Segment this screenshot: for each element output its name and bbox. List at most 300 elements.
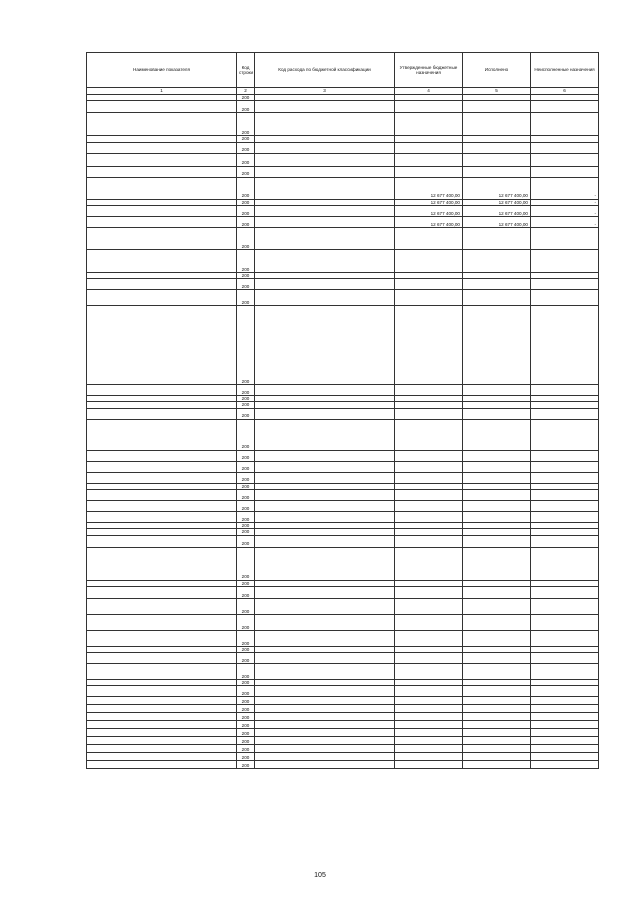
- table-row: [87, 511, 599, 522]
- table-row: [87, 489, 599, 500]
- table-cell-line: 200: [237, 489, 255, 500]
- table-cell-approved: [395, 461, 463, 472]
- table-cell-unexecuted: [531, 249, 599, 272]
- table-cell-executed: [463, 101, 531, 113]
- header-classification-code: Код расхода по бюджетной классификации: [255, 53, 395, 88]
- table-cell-approved: [395, 419, 463, 450]
- table-cell-name: [87, 713, 237, 721]
- table-cell-line: 200: [237, 630, 255, 646]
- table-cell-approved: [395, 279, 463, 290]
- table-cell-code: [255, 729, 395, 737]
- table-cell-line: 200: [237, 737, 255, 745]
- table-row: [87, 598, 599, 614]
- table-cell-code: [255, 419, 395, 450]
- table-cell-line: 200: [237, 535, 255, 547]
- table-cell-approved: [395, 664, 463, 680]
- table-cell-approved: [395, 729, 463, 737]
- table-cell-approved: [395, 385, 463, 396]
- table-cell-approved: 12 677 400,00: [395, 216, 463, 227]
- header-unexecuted: Неисполненные назначения: [531, 53, 599, 88]
- table-cell-name: [87, 166, 237, 177]
- table-cell-unexecuted: [531, 227, 599, 249]
- table-cell-unexecuted: [531, 745, 599, 753]
- table-cell-approved: [395, 705, 463, 713]
- table-cell-approved: [395, 166, 463, 177]
- table-cell-code: [255, 511, 395, 522]
- table-cell-line: 200: [237, 697, 255, 705]
- table-cell-approved: [395, 153, 463, 166]
- table-cell-approved: [395, 713, 463, 721]
- table-cell-line: 200: [237, 216, 255, 227]
- table-cell-line: 200: [237, 142, 255, 153]
- table-cell-executed: [463, 290, 531, 306]
- table-cell-line: 200: [237, 177, 255, 199]
- table-cell-line: 200: [237, 753, 255, 761]
- table-cell-name: [87, 450, 237, 461]
- table-cell-name: [87, 586, 237, 598]
- table-cell-code: [255, 697, 395, 705]
- table-cell-name: [87, 279, 237, 290]
- table-cell-line: 200: [237, 290, 255, 306]
- table-cell-name: [87, 472, 237, 483]
- header-approved: Утвержденные бюджетные назначения: [395, 53, 463, 88]
- table-cell-name: [87, 500, 237, 511]
- table-cell-line: 200: [237, 450, 255, 461]
- table-cell-unexecuted: [531, 630, 599, 646]
- column-number: 4: [395, 88, 463, 95]
- table-row: [87, 705, 599, 713]
- table-row: [87, 721, 599, 729]
- table-cell-code: [255, 249, 395, 272]
- table-cell-line: 200: [237, 500, 255, 511]
- column-number-row: [87, 88, 599, 95]
- table-row: [87, 385, 599, 396]
- table-cell-line: 200: [237, 472, 255, 483]
- table-cell-approved: [395, 598, 463, 614]
- table-cell-approved: [395, 249, 463, 272]
- table-row: [87, 713, 599, 721]
- table-cell-approved: [395, 614, 463, 630]
- table-cell-unexecuted: [531, 385, 599, 396]
- table-cell-line: 200: [237, 385, 255, 396]
- table-cell-name: [87, 664, 237, 680]
- table-cell-executed: [463, 461, 531, 472]
- table-cell-executed: [463, 547, 531, 580]
- table-cell-approved: 12 677 400,00: [395, 177, 463, 199]
- header-executed: Исполнено: [463, 53, 531, 88]
- table-cell-code: [255, 745, 395, 753]
- table-cell-line: 200: [237, 664, 255, 680]
- table-cell-line: 200: [237, 598, 255, 614]
- table-row: [87, 450, 599, 461]
- table-cell-executed: [463, 729, 531, 737]
- table-cell-approved: [395, 227, 463, 249]
- table-cell-unexecuted: [531, 713, 599, 721]
- table-cell-approved: [395, 535, 463, 547]
- table-cell-unexecuted: [531, 419, 599, 450]
- table-cell-approved: [395, 511, 463, 522]
- table-cell-approved: 12 677 400,00: [395, 205, 463, 216]
- table-cell-line: 200: [237, 272, 255, 278]
- table-cell-name: [87, 306, 237, 385]
- table-cell-unexecuted: [531, 653, 599, 664]
- table-row: [87, 547, 599, 580]
- table-cell-name: [87, 753, 237, 761]
- table-cell-executed: 12 677 400,00: [463, 216, 531, 227]
- table-row: [87, 737, 599, 745]
- table-row: [87, 500, 599, 511]
- table-cell-executed: [463, 153, 531, 166]
- table-cell-executed: 12 677 400,00: [463, 199, 531, 205]
- table-cell-code: [255, 101, 395, 113]
- table-cell-approved: [395, 721, 463, 729]
- table-body: [87, 95, 599, 769]
- table-row: [87, 153, 599, 166]
- table-cell-code: [255, 306, 395, 385]
- table-cell-unexecuted: [531, 113, 599, 136]
- table-cell-code: [255, 153, 395, 166]
- table-cell-line: 200: [237, 402, 255, 408]
- table-cell-code: [255, 450, 395, 461]
- table-cell-code: [255, 279, 395, 290]
- table-cell-approved: [395, 753, 463, 761]
- table-cell-unexecuted: -: [531, 177, 599, 199]
- table-cell-approved: [395, 290, 463, 306]
- table-cell-code: [255, 166, 395, 177]
- table-cell-unexecuted: [531, 737, 599, 745]
- table-cell-executed: [463, 249, 531, 272]
- table-cell-name: [87, 630, 237, 646]
- table-cell-code: [255, 614, 395, 630]
- table-cell-unexecuted: [531, 729, 599, 737]
- table-cell-executed: [463, 500, 531, 511]
- table-cell-unexecuted: [531, 535, 599, 547]
- table-row: [87, 227, 599, 249]
- table-cell-executed: [463, 753, 531, 761]
- table-cell-unexecuted: [531, 101, 599, 113]
- column-number: 6: [531, 88, 599, 95]
- table-cell-code: [255, 713, 395, 721]
- table-cell-line: 200: [237, 249, 255, 272]
- table-cell-unexecuted: [531, 472, 599, 483]
- table-cell-unexecuted: [531, 142, 599, 153]
- table-cell-approved: [395, 101, 463, 113]
- table-cell-executed: [463, 713, 531, 721]
- table-cell-approved: [395, 489, 463, 500]
- column-number: 1: [87, 88, 237, 95]
- table-row: [87, 686, 599, 697]
- table-row: [87, 761, 599, 769]
- table-cell-line: 200: [237, 686, 255, 697]
- table-cell-name: [87, 686, 237, 697]
- table-row: [87, 408, 599, 419]
- table-cell-approved: [395, 472, 463, 483]
- table-cell-code: [255, 290, 395, 306]
- table-cell-approved: [395, 547, 463, 580]
- table-cell-code: [255, 586, 395, 598]
- table-cell-unexecuted: [531, 290, 599, 306]
- table-cell-code: [255, 686, 395, 697]
- table-cell-executed: [463, 745, 531, 753]
- table-cell-unexecuted: [531, 547, 599, 580]
- table-cell-name: [87, 153, 237, 166]
- table-cell-executed: [463, 306, 531, 385]
- table-cell-approved: [395, 450, 463, 461]
- table-row: [87, 614, 599, 630]
- table-cell-executed: [463, 598, 531, 614]
- table-row: [87, 461, 599, 472]
- table-row: [87, 586, 599, 598]
- table-cell-code: [255, 500, 395, 511]
- table-cell-unexecuted: [531, 697, 599, 705]
- table-row: [87, 419, 599, 450]
- table-cell-line: 200: [237, 166, 255, 177]
- table-cell-executed: [463, 686, 531, 697]
- table-cell-name: [87, 489, 237, 500]
- table-cell-line: 200: [237, 614, 255, 630]
- table-cell-line: 200: [237, 761, 255, 769]
- budget-execution-table: [86, 52, 599, 769]
- table-cell-unexecuted: [531, 761, 599, 769]
- table-row: [87, 142, 599, 153]
- table-cell-executed: [463, 166, 531, 177]
- table-cell-name: [87, 142, 237, 153]
- table-cell-name: [87, 547, 237, 580]
- table-cell-line: 200: [237, 522, 255, 528]
- header-line-code: Код строки: [237, 53, 255, 88]
- table-cell-unexecuted: [531, 306, 599, 385]
- table-cell-line: 200: [237, 113, 255, 136]
- table-cell-executed: 12 677 400,00: [463, 177, 531, 199]
- table-row: [87, 697, 599, 705]
- table-cell-name: [87, 101, 237, 113]
- table-cell-executed: [463, 761, 531, 769]
- table-cell-line: 200: [237, 396, 255, 402]
- table-cell-name: [87, 227, 237, 249]
- table-row: [87, 753, 599, 761]
- table-cell-code: [255, 737, 395, 745]
- table-cell-unexecuted: [531, 686, 599, 697]
- table-cell-approved: [395, 113, 463, 136]
- table-cell-name: [87, 511, 237, 522]
- table-cell-line: 200: [237, 205, 255, 216]
- table-cell-line: 200: [237, 227, 255, 249]
- table-cell-unexecuted: [531, 598, 599, 614]
- page-number: 105: [314, 872, 326, 879]
- table-cell-unexecuted: [531, 450, 599, 461]
- table-cell-name: [87, 729, 237, 737]
- table-cell-line: 200: [237, 408, 255, 419]
- table-cell-name: [87, 290, 237, 306]
- table-cell-unexecuted: [531, 500, 599, 511]
- table-cell-unexecuted: [531, 489, 599, 500]
- table-cell-code: [255, 721, 395, 729]
- table-cell-unexecuted: [531, 279, 599, 290]
- table-cell-code: [255, 598, 395, 614]
- table-cell-line: 200: [237, 653, 255, 664]
- table-cell-approved: [395, 306, 463, 385]
- table-cell-line: 200: [237, 721, 255, 729]
- table-cell-code: [255, 753, 395, 761]
- table-cell-line: 200: [237, 580, 255, 586]
- column-number: 2: [237, 88, 255, 95]
- table-cell-name: [87, 461, 237, 472]
- table-cell-name: [87, 249, 237, 272]
- table-row: [87, 113, 599, 136]
- table-cell-code: [255, 216, 395, 227]
- column-number: 3: [255, 88, 395, 95]
- table-cell-unexecuted: [531, 461, 599, 472]
- table-row: [87, 630, 599, 646]
- table-cell-line: 200: [237, 136, 255, 142]
- table-cell-line: 200: [237, 680, 255, 686]
- table-cell-line: 200: [237, 529, 255, 535]
- table-row: [87, 535, 599, 547]
- table-cell-name: [87, 721, 237, 729]
- table-cell-unexecuted: [531, 153, 599, 166]
- table-row: [87, 306, 599, 385]
- table-cell-executed: [463, 113, 531, 136]
- table-cell-code: [255, 113, 395, 136]
- table-cell-executed: [463, 450, 531, 461]
- table-cell-code: [255, 385, 395, 396]
- table-cell-name: [87, 408, 237, 419]
- table-cell-line: 200: [237, 95, 255, 101]
- table-cell-line: 200: [237, 729, 255, 737]
- table-header-row: [87, 53, 599, 88]
- table-cell-executed: [463, 721, 531, 729]
- table-cell-name: [87, 419, 237, 450]
- table-cell-name: [87, 697, 237, 705]
- column-number: 5: [463, 88, 531, 95]
- table-cell-approved: [395, 630, 463, 646]
- table-cell-unexecuted: [531, 586, 599, 598]
- table-cell-executed: [463, 630, 531, 646]
- table-cell-code: [255, 489, 395, 500]
- table-cell-unexecuted: [531, 721, 599, 729]
- table-cell-code: [255, 461, 395, 472]
- table-row: [87, 216, 599, 227]
- table-cell-line: 200: [237, 483, 255, 489]
- table-cell-line: 200: [237, 586, 255, 598]
- table-cell-name: [87, 205, 237, 216]
- table-cell-code: [255, 142, 395, 153]
- table-cell-code: [255, 630, 395, 646]
- table-cell-name: [87, 705, 237, 713]
- table-cell-code: [255, 547, 395, 580]
- table-cell-executed: [463, 489, 531, 500]
- table-cell-unexecuted: [531, 166, 599, 177]
- table-cell-line: 200: [237, 646, 255, 652]
- table-cell-approved: 12 677 400,00: [395, 199, 463, 205]
- table-cell-executed: 12 677 400,00: [463, 205, 531, 216]
- table-cell-executed: [463, 408, 531, 419]
- table-cell-executed: [463, 586, 531, 598]
- table-cell-approved: [395, 142, 463, 153]
- table-cell-approved: [395, 761, 463, 769]
- table-cell-executed: [463, 142, 531, 153]
- table-cell-approved: [395, 586, 463, 598]
- table-cell-executed: [463, 385, 531, 396]
- table-cell-code: [255, 705, 395, 713]
- table-cell-code: [255, 472, 395, 483]
- table-cell-code: [255, 227, 395, 249]
- table-cell-executed: [463, 653, 531, 664]
- table-cell-unexecuted: -: [531, 205, 599, 216]
- table-cell-executed: [463, 472, 531, 483]
- table-cell-code: [255, 535, 395, 547]
- table-cell-code: [255, 205, 395, 216]
- table-cell-approved: [395, 500, 463, 511]
- table-cell-name: [87, 598, 237, 614]
- table-cell-unexecuted: [531, 664, 599, 680]
- table-cell-executed: [463, 227, 531, 249]
- table-cell-name: [87, 216, 237, 227]
- table-row: [87, 249, 599, 272]
- table-cell-executed: [463, 511, 531, 522]
- table-cell-line: 200: [237, 745, 255, 753]
- table-cell-name: [87, 745, 237, 753]
- table-cell-line: 200: [237, 101, 255, 113]
- table-cell-unexecuted: -: [531, 199, 599, 205]
- table-cell-name: [87, 614, 237, 630]
- table-cell-name: [87, 385, 237, 396]
- table-row: [87, 166, 599, 177]
- table-row: [87, 472, 599, 483]
- table-row: [87, 177, 599, 199]
- table-cell-executed: [463, 419, 531, 450]
- table-cell-code: [255, 653, 395, 664]
- table-cell-executed: [463, 535, 531, 547]
- table-row: [87, 745, 599, 753]
- table-cell-line: 200: [237, 306, 255, 385]
- table-cell-line: 200: [237, 547, 255, 580]
- table-row: [87, 290, 599, 306]
- table-cell-line: 200: [237, 153, 255, 166]
- table-row: [87, 664, 599, 680]
- table-row: [87, 729, 599, 737]
- table-cell-executed: [463, 705, 531, 713]
- table-cell-approved: [395, 737, 463, 745]
- table-cell-code: [255, 177, 395, 199]
- table-cell-line: 200: [237, 419, 255, 450]
- table-cell-line: 200: [237, 705, 255, 713]
- table-cell-unexecuted: [531, 511, 599, 522]
- table-cell-name: [87, 535, 237, 547]
- table-cell-line: 200: [237, 461, 255, 472]
- table-cell-name: [87, 113, 237, 136]
- table-cell-unexecuted: [531, 614, 599, 630]
- table-cell-executed: [463, 664, 531, 680]
- table-cell-name: [87, 653, 237, 664]
- table-row: [87, 279, 599, 290]
- table-cell-approved: [395, 408, 463, 419]
- table-cell-approved: [395, 745, 463, 753]
- table-cell-approved: [395, 697, 463, 705]
- table-cell-line: 200: [237, 199, 255, 205]
- table-cell-name: [87, 737, 237, 745]
- table-row: [87, 653, 599, 664]
- table-row: [87, 101, 599, 113]
- table-cell-unexecuted: [531, 408, 599, 419]
- table-cell-code: [255, 408, 395, 419]
- table-cell-code: [255, 761, 395, 769]
- table-cell-name: [87, 761, 237, 769]
- header-name: Наименование показателя: [87, 53, 237, 88]
- table-cell-executed: [463, 737, 531, 745]
- table-cell-line: 200: [237, 511, 255, 522]
- table-cell-line: 200: [237, 279, 255, 290]
